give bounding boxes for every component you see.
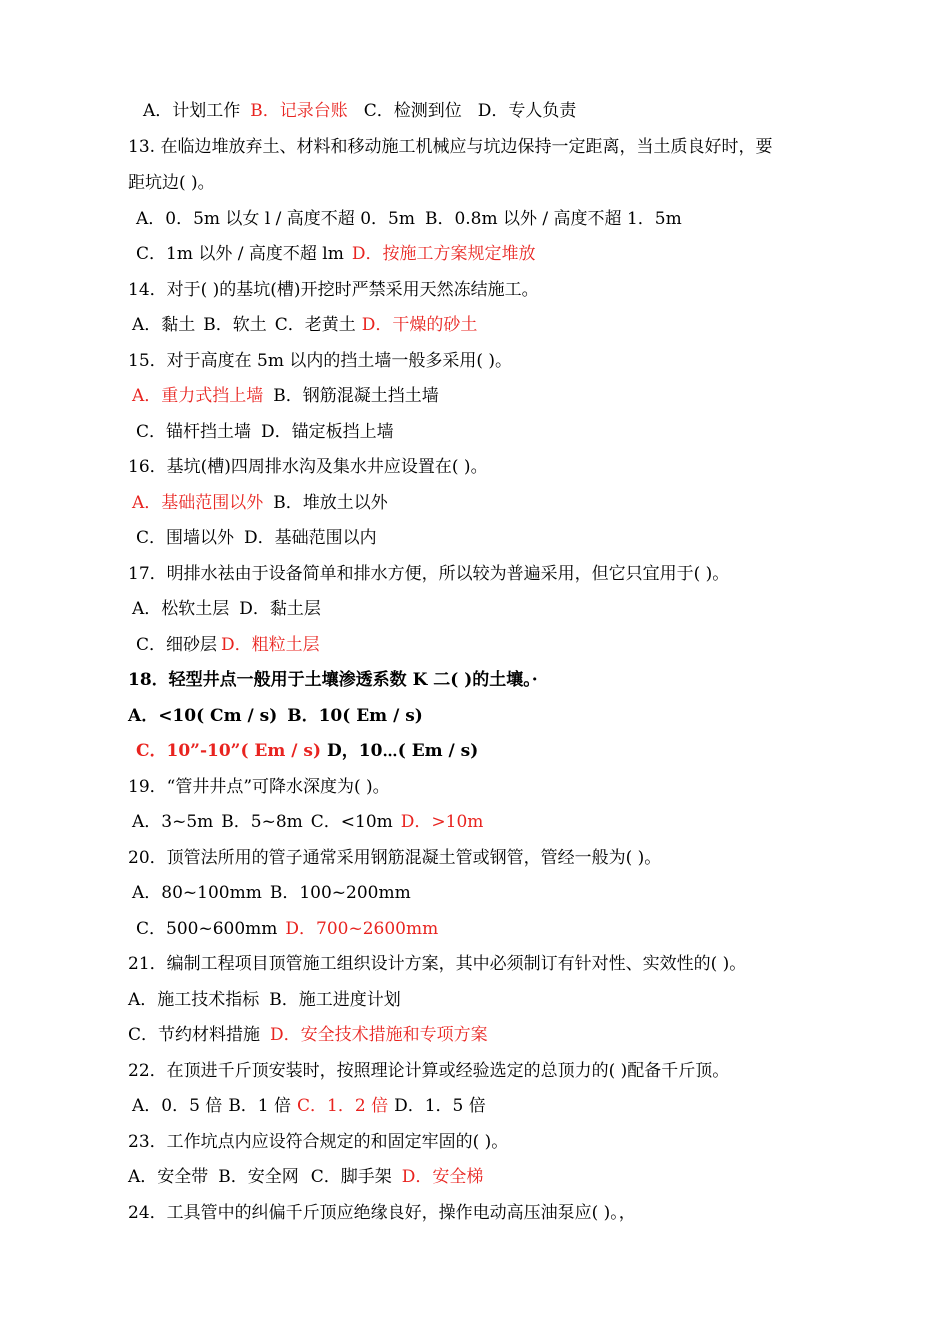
text-line	[136, 243, 535, 265]
text-segment: B．0.8m 以外 / 高度不超 1．5m	[424, 209, 682, 229]
text-segment: A．施工技术指标	[128, 990, 260, 1010]
text-segment: C．老黄土	[274, 315, 356, 335]
text-segment: 14．对于( )的基坑(槽)开挖时严禁采用天然冻结施工。	[128, 280, 539, 300]
text-segment: B．安全网	[218, 1167, 299, 1187]
text-segment: C．节约材料措施	[128, 1025, 261, 1045]
text-line	[136, 740, 478, 762]
text-segment: 15．对于高度在 5m 以内的挡土墙一般多采用( )。	[128, 351, 513, 371]
text-line	[128, 172, 215, 194]
answer-option: D．干燥的砂土	[361, 315, 478, 335]
text-line	[132, 811, 483, 833]
text-segment: C．围墙以外	[136, 528, 235, 548]
text-segment: 17．明排水祛由于设备简单和排水方便，所以较为普遍采用，但它只宜用于( )。	[128, 564, 730, 584]
text-line	[128, 705, 423, 727]
text-segment: C．锚杆挡土墙	[136, 422, 252, 442]
text-segment: D．锚定板挡上墙	[261, 422, 394, 442]
text-segment: C．检测到位	[363, 101, 462, 121]
text-segment: 24．工具管中的纠偏千斤顶应绝缘良好，操作电动高压油泵应( )。，	[128, 1203, 636, 1223]
answer-option: D．安全梯	[401, 1167, 484, 1187]
answer-option: C．10”-10”( Em / s)	[136, 741, 322, 761]
text-line	[132, 598, 321, 620]
text-segment: C．1m 以外 / 高度不超 lm	[136, 244, 344, 264]
text-line	[136, 527, 377, 549]
text-segment: A．80~100mm	[132, 883, 262, 903]
answer-option: A．基础范围以外	[132, 493, 264, 513]
text-segment: 23．工作坑点内应设符合规定的和固定牢固的( )。	[128, 1132, 509, 1152]
text-segment: 13. 在临边堆放弃土、材料和移动施工机械应与坑边保持一定距离，当土质良好时，要	[128, 137, 773, 157]
text-line	[128, 847, 661, 869]
text-line	[136, 208, 682, 230]
text-segment: A．<10( Cm / s)	[128, 706, 278, 726]
text-line	[128, 279, 539, 301]
answer-option: D．安全技术措施和专项方案	[270, 1025, 488, 1045]
text-line	[128, 456, 488, 478]
text-line	[128, 1202, 636, 1224]
answer-option: C．1．2 倍	[297, 1096, 389, 1116]
text-segment: B．堆放土以外	[273, 493, 388, 513]
text-line	[128, 776, 390, 798]
text-line	[136, 421, 394, 443]
text-segment: B．1 倍	[228, 1096, 292, 1116]
text-line	[143, 100, 576, 122]
text-segment: B．钢筋混凝土挡土墙	[273, 386, 439, 406]
text-line	[132, 882, 411, 904]
text-segment: A．安全带	[128, 1167, 209, 1187]
answer-option: A．重力式挡上墙	[132, 386, 264, 406]
answer-option: D．>10m	[400, 812, 484, 832]
text-segment: C．<10m	[310, 812, 393, 832]
text-segment: 22．在顶进千斤顶安装时，按照理论计算或经验选定的总顶力的( )配备千斤顶。	[128, 1061, 730, 1081]
text-line	[128, 1024, 488, 1046]
text-segment: B．5~8m	[221, 812, 303, 832]
text-line	[128, 563, 729, 585]
text-segment: 20．顶管法所用的管子通常采用钢筋混凝土管或钢管，管经一般为( )。	[128, 848, 662, 868]
text-segment: 距坑边( )。	[128, 173, 215, 193]
answer-option: B．记录台账	[250, 101, 348, 121]
text-line	[128, 350, 512, 372]
text-line	[128, 989, 401, 1011]
text-segment: D．1．5 倍	[394, 1096, 486, 1116]
text-segment: D．黏土层	[239, 599, 321, 619]
text-segment: B．施工进度计划	[269, 990, 401, 1010]
text-line	[128, 136, 772, 158]
text-line	[128, 1060, 729, 1082]
text-line	[132, 492, 388, 514]
answer-option: D．700~2600mm	[285, 919, 439, 939]
text-segment: C．脚手架	[310, 1167, 392, 1187]
text-line	[136, 634, 320, 656]
text-segment: 19．“管井井点”可降水深度为( )。	[128, 777, 390, 797]
text-line	[128, 669, 538, 691]
text-segment: A．0．5m 以女 l / 高度不超 0．5m	[136, 209, 415, 229]
text-segment: A．计划工作	[143, 101, 241, 121]
text-segment: C．500~600mm	[136, 919, 278, 939]
text-segment: 21．编制工程项目顶管施工组织设计方案，其中必须制订有针对性、实效性的( )。	[128, 954, 747, 974]
text-segment: D，10⋯( Em / s)	[327, 741, 479, 761]
text-line	[132, 314, 477, 336]
text-segment: D．专人负责	[477, 101, 577, 121]
text-line	[132, 1095, 486, 1117]
text-segment: B．软土	[203, 315, 267, 335]
text-line	[136, 918, 438, 940]
text-line	[132, 385, 439, 407]
text-segment: 16．基坑(槽)四周排水沟及集水井应设置在( )。	[128, 457, 488, 477]
answer-option: D．粗粒土层	[221, 635, 320, 655]
answer-option: D．按施工方案规定堆放	[351, 244, 536, 264]
text-segment: B．100~200mm	[269, 883, 411, 903]
text-segment: A．0．5 倍	[132, 1096, 223, 1116]
text-line	[128, 1166, 483, 1188]
text-segment: A．3~5m	[132, 812, 214, 832]
text-line	[128, 953, 746, 975]
text-segment: B．10( Em / s)	[287, 706, 423, 726]
text-segment: A．黏土	[132, 315, 196, 335]
text-segment: C．细砂层	[136, 635, 218, 655]
text-segment: A．松软土层	[132, 599, 230, 619]
text-line	[128, 1131, 508, 1153]
text-segment: D．基础范围以内	[244, 528, 377, 548]
text-segment: 18．轻型井点一般用于土壤渗透系数 K 二( )的土壤。·	[128, 670, 538, 690]
